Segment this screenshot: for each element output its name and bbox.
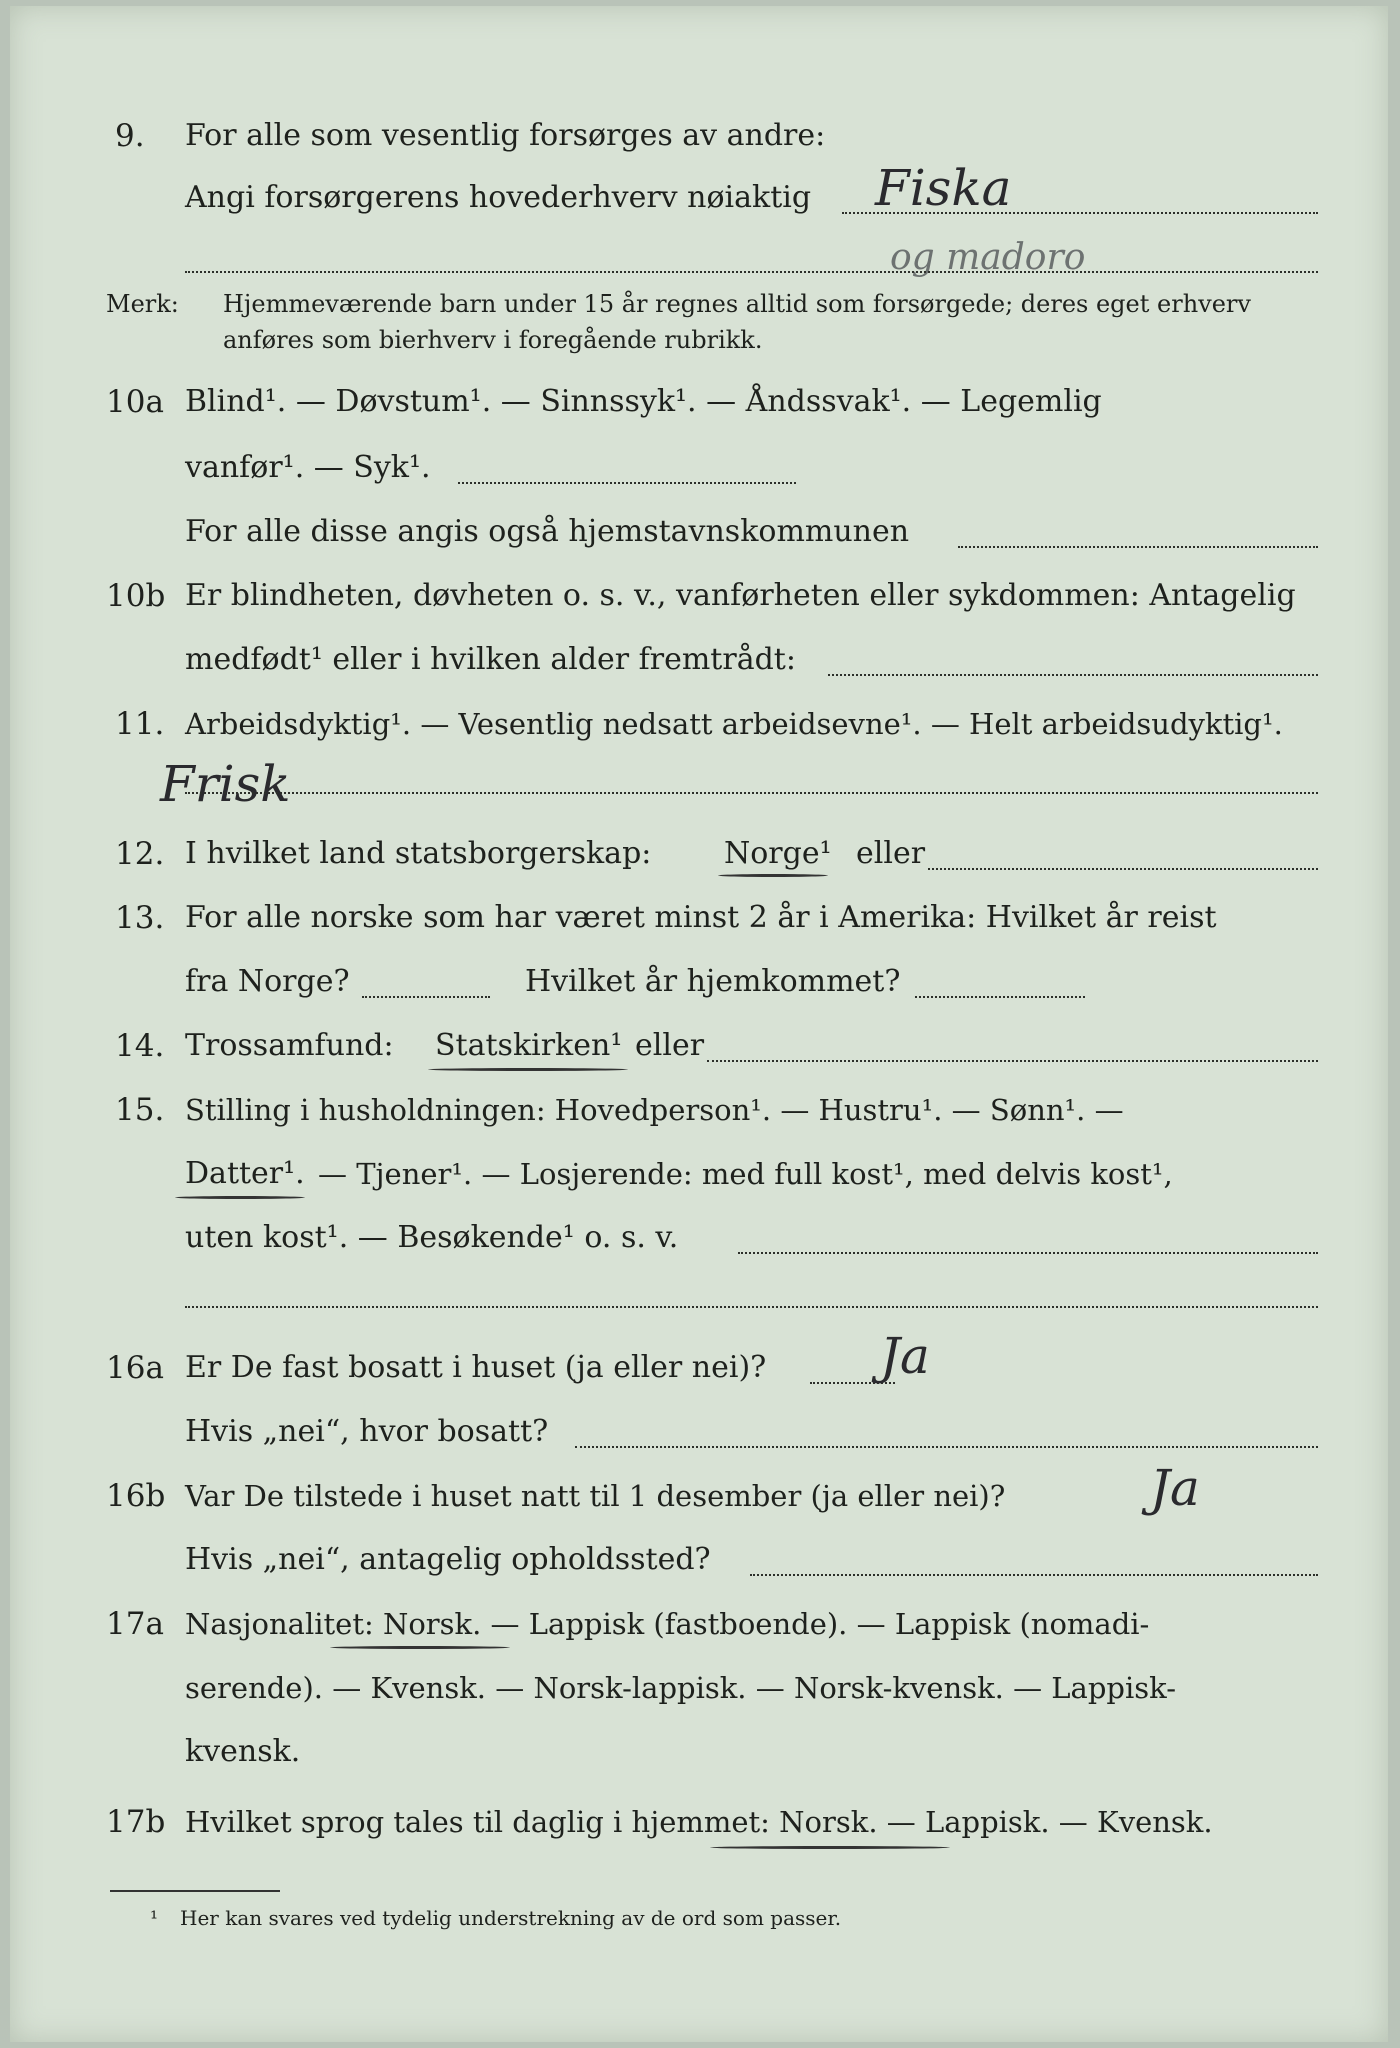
answer-line[interactable]: [828, 674, 1318, 676]
note-label: Merk:: [106, 290, 179, 318]
handwritten-answer: Fiska: [875, 159, 1012, 217]
answer-line[interactable]: [185, 1306, 1318, 1308]
question-text: Trossamfund:: [185, 1028, 394, 1063]
underline-mark: [330, 1646, 510, 1649]
underline-mark: [175, 1196, 305, 1199]
question-9-line2: [10, 176, 1388, 226]
note-text: Hjemmeværende barn under 15 år regnes alltid som forsørgede; deres eget erhverv: [223, 290, 1251, 318]
footnote-separator: [110, 1890, 280, 1892]
answer-line[interactable]: [185, 271, 1318, 273]
question-13: [10, 896, 1388, 946]
question-text: For alle disse angis også hjemstavnskommunen: [185, 514, 910, 549]
question-number: 13.: [115, 900, 165, 936]
selected-option: Datter¹.: [185, 1156, 305, 1191]
question-text: Hvis „nei“, hvor bosatt?: [185, 1414, 549, 1449]
question-10a: [10, 380, 1388, 430]
answer-line[interactable]: [958, 546, 1318, 548]
question-13-line2: [10, 960, 1388, 1010]
question-15-line3: [10, 1216, 1388, 1266]
question-16b-line2: [10, 1538, 1388, 1588]
question-text: Hvilket år hjemkommet?: [525, 964, 901, 999]
question-number: 9.: [115, 118, 145, 154]
answer-line[interactable]: [458, 482, 796, 484]
selected-option: Norge¹: [724, 836, 832, 871]
question-text: I hvilket land statsborgerskap:: [185, 836, 652, 871]
question-text: Hvis „nei“, antagelig opholdssted?: [185, 1542, 711, 1577]
answer-line[interactable]: [707, 1060, 1318, 1062]
question-number: 11.: [115, 706, 165, 742]
question-text: Er De fast bosatt i huset (ja eller nei)?: [185, 1350, 767, 1385]
question-15-line2: [10, 1152, 1388, 1202]
question-text: vanfør¹. — Syk¹.: [185, 450, 431, 485]
question-number: 16a: [106, 1350, 164, 1386]
question-text: uten kost¹. — Besøkende¹ o. s. v.: [185, 1220, 679, 1255]
underline-mark: [718, 874, 828, 877]
answer-line[interactable]: [915, 996, 1085, 998]
question-text: — Tjener¹. — Losjerende: med full kost¹, med delvis kost¹,: [318, 1157, 1173, 1191]
question-text: Arbeidsdyktig¹. — Vesentlig nedsatt arbeidsevne¹. — Helt arbeidsudyktig¹.: [185, 707, 1283, 741]
question-text: For alle norske som har været minst 2 år i Amerika: Hvilket år reist: [185, 900, 1217, 935]
question-text: For alle som vesentlig forsørges av andre:: [185, 118, 826, 153]
answer-line[interactable]: [575, 1446, 1318, 1448]
question-text: eller: [635, 1028, 705, 1063]
question-10b-line2: [10, 638, 1388, 688]
handwritten-answer: Ja: [1150, 1459, 1200, 1517]
question-text: eller: [856, 836, 926, 871]
note-text: anføres som bierhverv i foregående rubrikk.: [223, 326, 763, 354]
question-number: 16b: [106, 1478, 166, 1514]
question-10b: [10, 574, 1388, 624]
question-17a: [10, 1602, 1388, 1652]
question-number: 17b: [106, 1804, 166, 1840]
answer-line[interactable]: [928, 868, 1318, 870]
question-11: [10, 702, 1388, 752]
question-16a-line2: [10, 1410, 1388, 1460]
question-text: Hvilket sprog tales til daglig i hjemmet: Norsk. — Lappisk. — Kvensk.: [185, 1805, 1213, 1839]
question-text: Er blindheten, døvheten o. s. v., vanførheten eller sykdommen: Antagelig: [185, 578, 1296, 613]
question-9: [10, 114, 1388, 164]
question-17b: [10, 1800, 1388, 1850]
question-10a-line3: [10, 510, 1388, 560]
question-text: Stilling i husholdningen: Hovedperson¹. — Hustru¹. — Sønn¹. —: [185, 1093, 1124, 1127]
handwritten-answer: Ja: [880, 1327, 930, 1385]
answer-line[interactable]: [750, 1574, 1318, 1576]
question-text: Nasjonalitet: Norsk. — Lappisk (fastboende). — Lappisk (nomadi-: [185, 1607, 1150, 1641]
question-text: kvensk.: [185, 1734, 301, 1769]
question-text: fra Norge?: [185, 964, 350, 999]
question-number: 14.: [115, 1028, 165, 1064]
question-text: Var De tilstede i huset natt til 1 desember (ja eller nei)?: [185, 1479, 1006, 1513]
question-number: 10b: [106, 578, 166, 614]
footnote-marker: ¹: [150, 1906, 159, 1930]
footnote-text: Her kan svares ved tydelig understrekning av de ord som passer.: [180, 1906, 842, 1930]
question-17a-line2: [10, 1666, 1388, 1716]
question-text: Angi forsørgerens hovederhverv nøiaktig: [185, 180, 812, 215]
question-text: medfødt¹ eller i hvilken alder fremtrådt:: [185, 642, 796, 677]
question-number: 15.: [115, 1092, 165, 1128]
question-16a: [10, 1346, 1388, 1396]
handwritten-answer: Frisk: [160, 755, 291, 813]
underline-mark: [428, 1068, 628, 1071]
question-number: 12.: [115, 836, 165, 872]
handwritten-answer-note: og madoro: [890, 237, 1086, 278]
question-number: 10a: [106, 384, 164, 420]
question-17a-line3: [10, 1730, 1388, 1780]
question-number: 17a: [106, 1606, 164, 1642]
answer-line[interactable]: [738, 1252, 1318, 1254]
answer-line[interactable]: [185, 792, 1318, 794]
question-12: [10, 832, 1388, 882]
question-15: [10, 1088, 1388, 1138]
answer-line[interactable]: [362, 996, 490, 998]
question-14: [10, 1024, 1388, 1074]
census-form-page: [10, 6, 1388, 2042]
question-text: Blind¹. — Døvstum¹. — Sinnssyk¹. — Åndssvak¹. — Legemlig: [185, 384, 1102, 419]
question-text: serende). — Kvensk. — Norsk-lappisk. — Norsk-kvensk. — Lappisk-: [185, 1671, 1176, 1705]
question-10a-line2: [10, 446, 1388, 496]
underline-mark: [710, 1846, 950, 1849]
selected-option: Statskirken¹: [435, 1028, 623, 1063]
